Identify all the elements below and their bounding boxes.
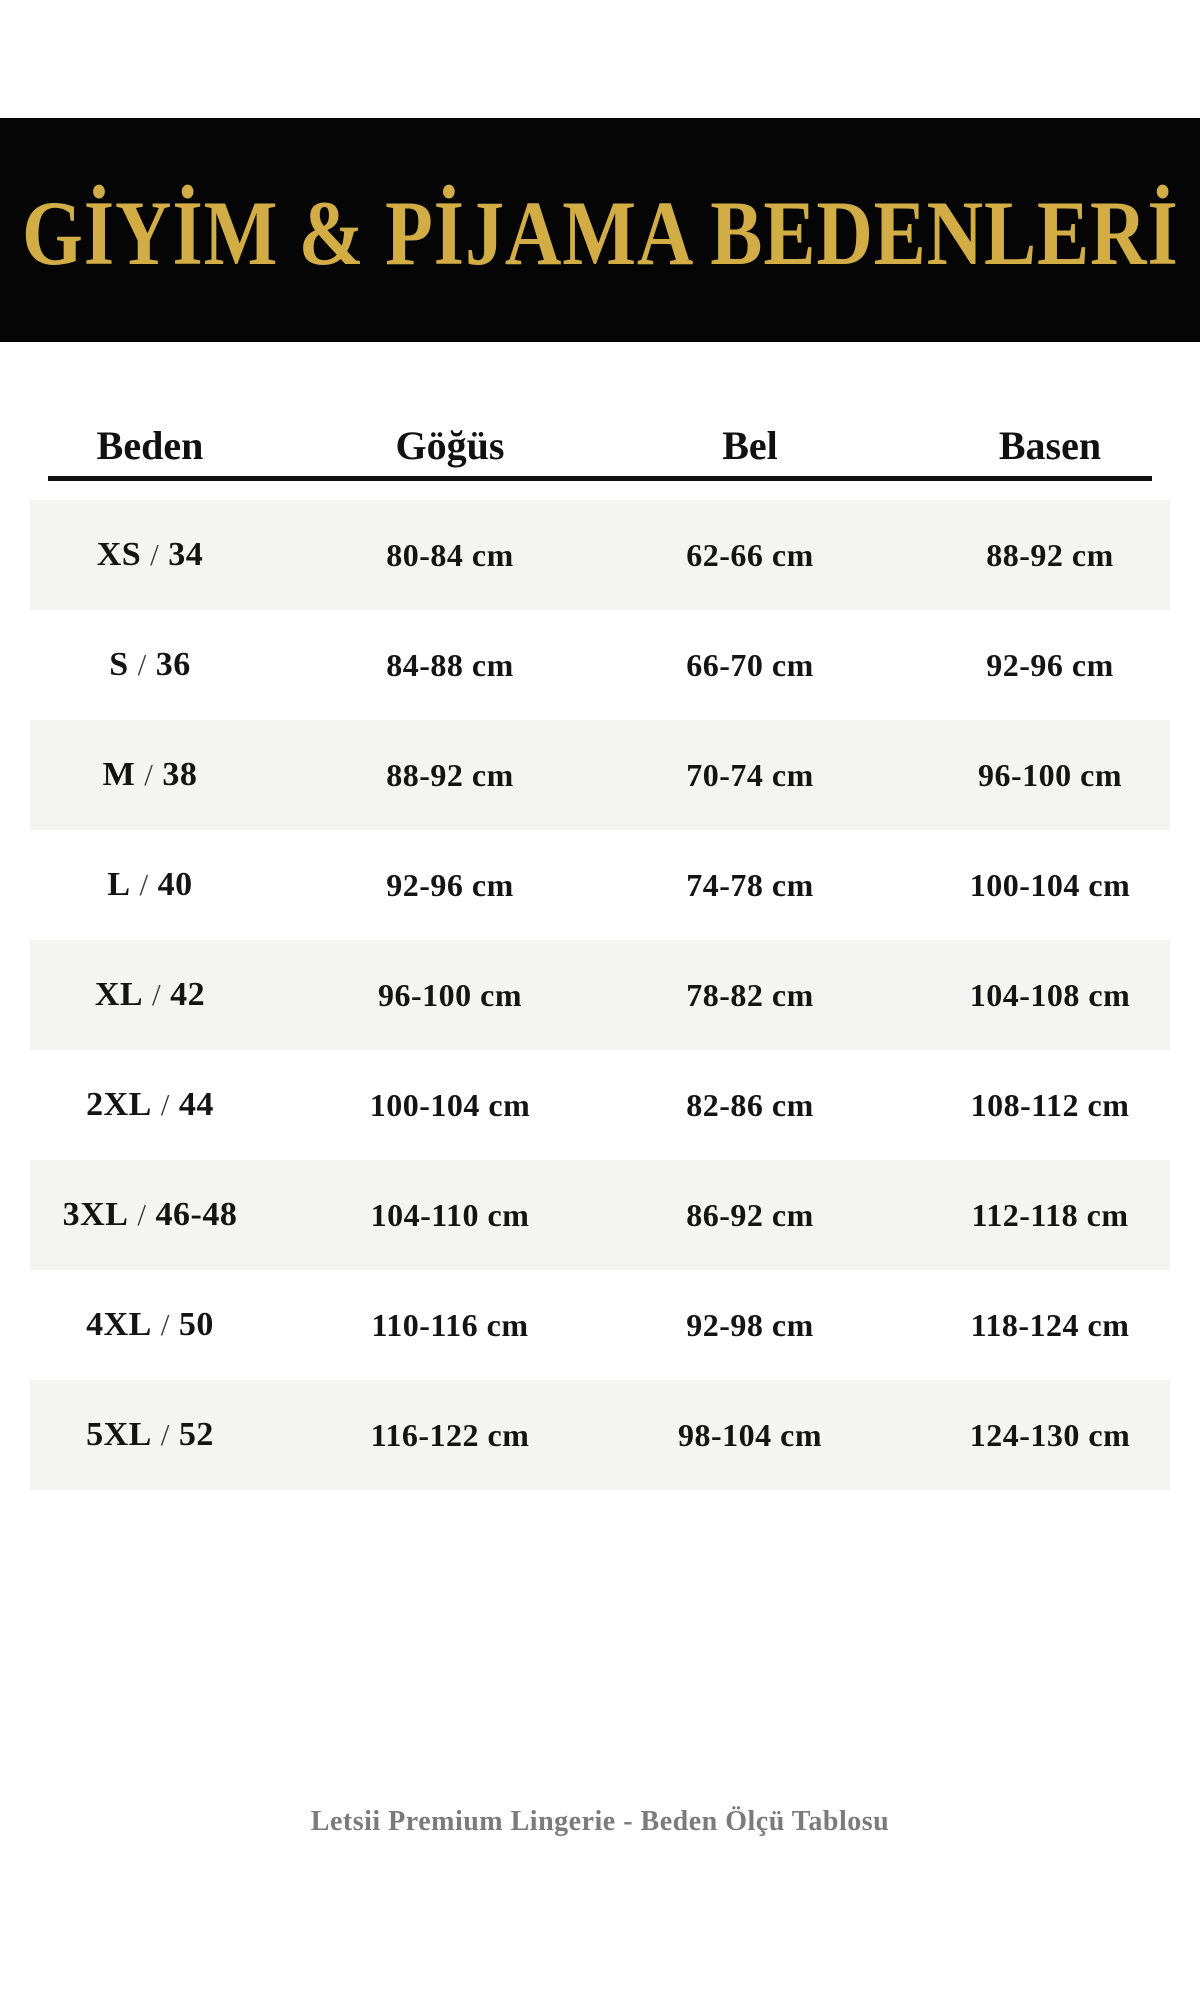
size-cell: S / 36 [109, 646, 191, 683]
hips-cell: 96-100 cm [977, 756, 1122, 793]
chest-cell: 80-84 cm [386, 536, 514, 573]
waist-cell: 70-74 cm [686, 756, 814, 793]
waist-cell: 82-86 cm [686, 1086, 814, 1123]
header-banner [0, 118, 1200, 342]
chest-cell: 110-116 cm [371, 1306, 529, 1343]
chest-cell: 100-104 cm [369, 1086, 531, 1123]
waist-cell: 92-98 cm [686, 1306, 814, 1343]
table-row [0, 1380, 1200, 1490]
table-row [0, 500, 1200, 610]
chest-cell: 104-110 cm [370, 1196, 530, 1233]
chest-cell: 92-96 cm [386, 866, 514, 903]
size-cell: 2XL / 44 [86, 1086, 214, 1123]
size-separator: / [144, 757, 154, 792]
table-row [0, 1050, 1200, 1160]
size-table-body [0, 500, 1200, 1490]
size-separator: / [137, 1197, 147, 1232]
size-cell: L / 40 [107, 866, 193, 903]
column-header-basen: Basen [998, 423, 1102, 468]
table-row [0, 720, 1200, 830]
hips-cell: 112-118 cm [971, 1196, 1129, 1233]
table-row [0, 940, 1200, 1050]
size-separator: / [139, 867, 149, 902]
page-title: GİYİM & PİJAMA BEDENLERİ [21, 182, 1179, 284]
size-cell: 3XL / 46-48 [62, 1196, 238, 1233]
table-header-row [0, 420, 1200, 472]
column-header-bel: Bel [722, 423, 778, 468]
hips-cell: 108-112 cm [970, 1086, 1130, 1123]
chest-cell: 84-88 cm [386, 646, 514, 683]
size-separator: / [137, 647, 147, 682]
footer-caption: Letsii Premium Lingerie - Beden Ölçü Tablosu [310, 1806, 890, 1837]
hips-cell: 92-96 cm [986, 646, 1114, 683]
waist-cell: 98-104 cm [677, 1416, 822, 1453]
chest-cell: 88-92 cm [386, 756, 514, 793]
size-cell: M / 38 [102, 756, 198, 793]
hips-cell: 88-92 cm [986, 536, 1114, 573]
waist-cell: 62-66 cm [686, 536, 814, 573]
size-separator: / [160, 1087, 170, 1122]
size-separator: / [150, 537, 160, 572]
size-separator: / [160, 1417, 170, 1452]
size-cell: XL / 42 [94, 976, 206, 1013]
chest-cell: 116-122 cm [370, 1416, 530, 1453]
chest-cell: 96-100 cm [377, 976, 522, 1013]
hips-cell: 118-124 cm [970, 1306, 1130, 1343]
size-cell: 5XL / 52 [86, 1416, 214, 1453]
size-separator: / [152, 977, 162, 1012]
hips-cell: 124-130 cm [969, 1416, 1131, 1453]
column-header-beden: Beden [96, 423, 204, 468]
table-row [0, 830, 1200, 940]
waist-cell: 86-92 cm [686, 1196, 814, 1233]
header-divider-line [48, 476, 1152, 481]
hips-cell: 104-108 cm [969, 976, 1131, 1013]
size-cell: XS / 34 [96, 536, 204, 573]
column-header-gogus: Göğüs [395, 423, 505, 468]
size-cell: 4XL / 50 [86, 1306, 214, 1343]
table-row [0, 1160, 1200, 1270]
waist-cell: 66-70 cm [686, 646, 814, 683]
waist-cell: 74-78 cm [686, 866, 814, 903]
size-separator: / [160, 1307, 170, 1342]
table-row [0, 610, 1200, 720]
hips-cell: 100-104 cm [969, 866, 1131, 903]
waist-cell: 78-82 cm [686, 976, 814, 1013]
table-row [0, 1270, 1200, 1380]
